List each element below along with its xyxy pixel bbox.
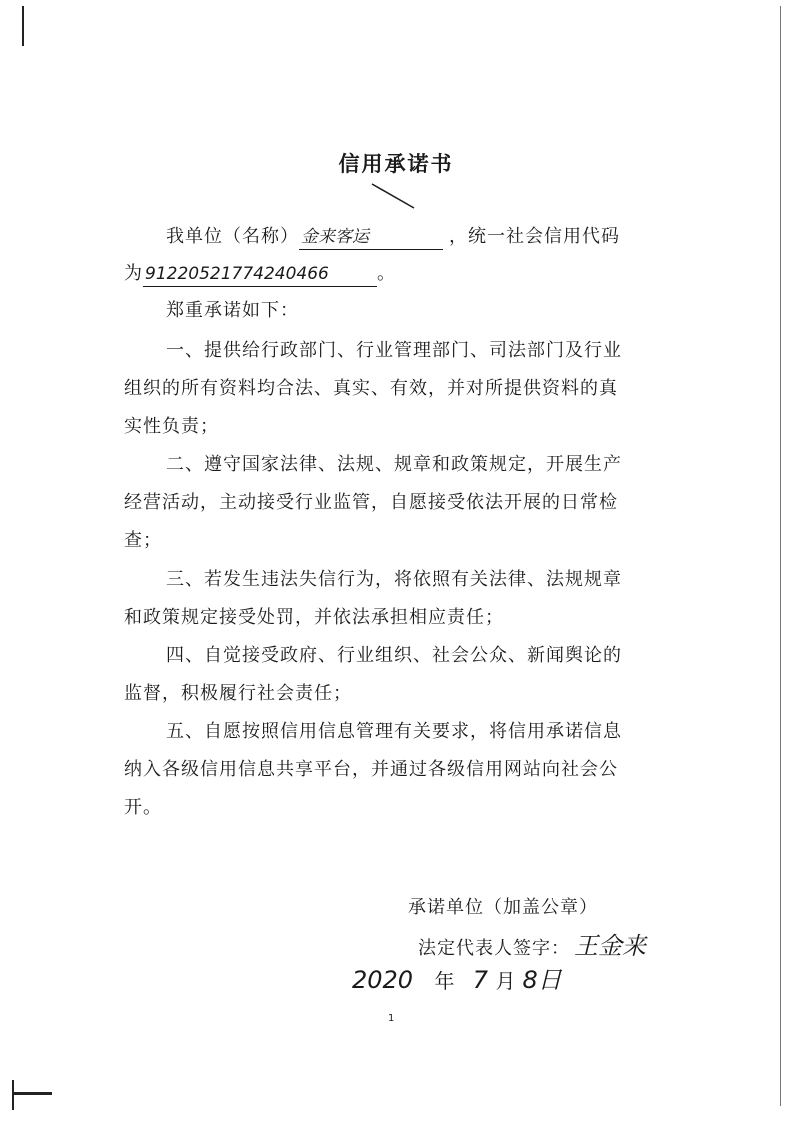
page-number: 1 — [388, 1013, 395, 1024]
intro-line — [166, 225, 620, 250]
scan-mark-bottom-left — [12, 1092, 52, 1095]
date-month: 7 — [472, 966, 489, 994]
body-line: 经营活动，主动接受行业监管，自愿接受依法开展的日常检 — [124, 492, 618, 513]
date-month-label: 月 — [495, 969, 517, 993]
company-name-field — [299, 225, 443, 250]
date-day: 8日 — [522, 966, 562, 994]
intro-prefix: 我单位（名称） — [166, 226, 299, 247]
credit-code-field — [143, 262, 377, 287]
body-line: 监督，积极履行社会责任； — [124, 683, 352, 704]
company-name: 金来客运 — [301, 227, 369, 247]
code-prefix: 为 — [124, 263, 143, 284]
body-line: 纳入各级信用信息共享平台，并通过各级信用网站向社会公 — [124, 759, 618, 780]
body-line: 郑重承诺如下： — [166, 300, 299, 321]
body-line: 五、自愿按照信用信息管理有关要求，将信用承诺信息 — [166, 721, 622, 742]
rep-label: 法定代表人签字： — [418, 938, 570, 959]
credit-code: 91220521774240466 — [145, 264, 329, 284]
document-title: 信用承诺书 — [338, 152, 454, 176]
date-year: 2020 — [352, 966, 414, 994]
check-stroke-mark — [370, 182, 420, 212]
body-line: 二、遵守国家法律、法规、规章和政策规定，开展生产 — [166, 454, 622, 475]
signature-rep-line — [418, 934, 646, 961]
scan-mark-top-left — [22, 6, 24, 46]
body-line: 查； — [124, 530, 162, 551]
intro-mid: ，统一社会信用代码 — [449, 226, 620, 247]
date-year-label: 年 — [434, 969, 456, 993]
body-line: 三、若发生违法失信行为，将依照有关法律、法规规章 — [166, 569, 622, 590]
body-line: 四、自觉接受政府、行业组织、社会公众、新闻舆论的 — [166, 645, 622, 666]
body-line: 一、提供给行政部门、行业管理部门、司法部门及行业 — [166, 340, 622, 361]
signature-date — [352, 968, 562, 993]
body-line: 实性负责； — [124, 416, 219, 437]
body-line: 和政策规定接受处罚，并依法承担相应责任； — [124, 607, 504, 628]
body-line: 组织的所有资料均合法、真实、有效，并对所提供资料的真 — [124, 378, 618, 399]
body-line: 开。 — [124, 797, 162, 818]
scan-mark-left-edge — [12, 1080, 14, 1110]
code-suffix: 。 — [377, 263, 396, 284]
signature-unit-label: 承诺单位（加盖公章） — [408, 897, 598, 918]
rep-signature: 王金来 — [574, 932, 646, 960]
credit-code-line — [124, 262, 396, 287]
